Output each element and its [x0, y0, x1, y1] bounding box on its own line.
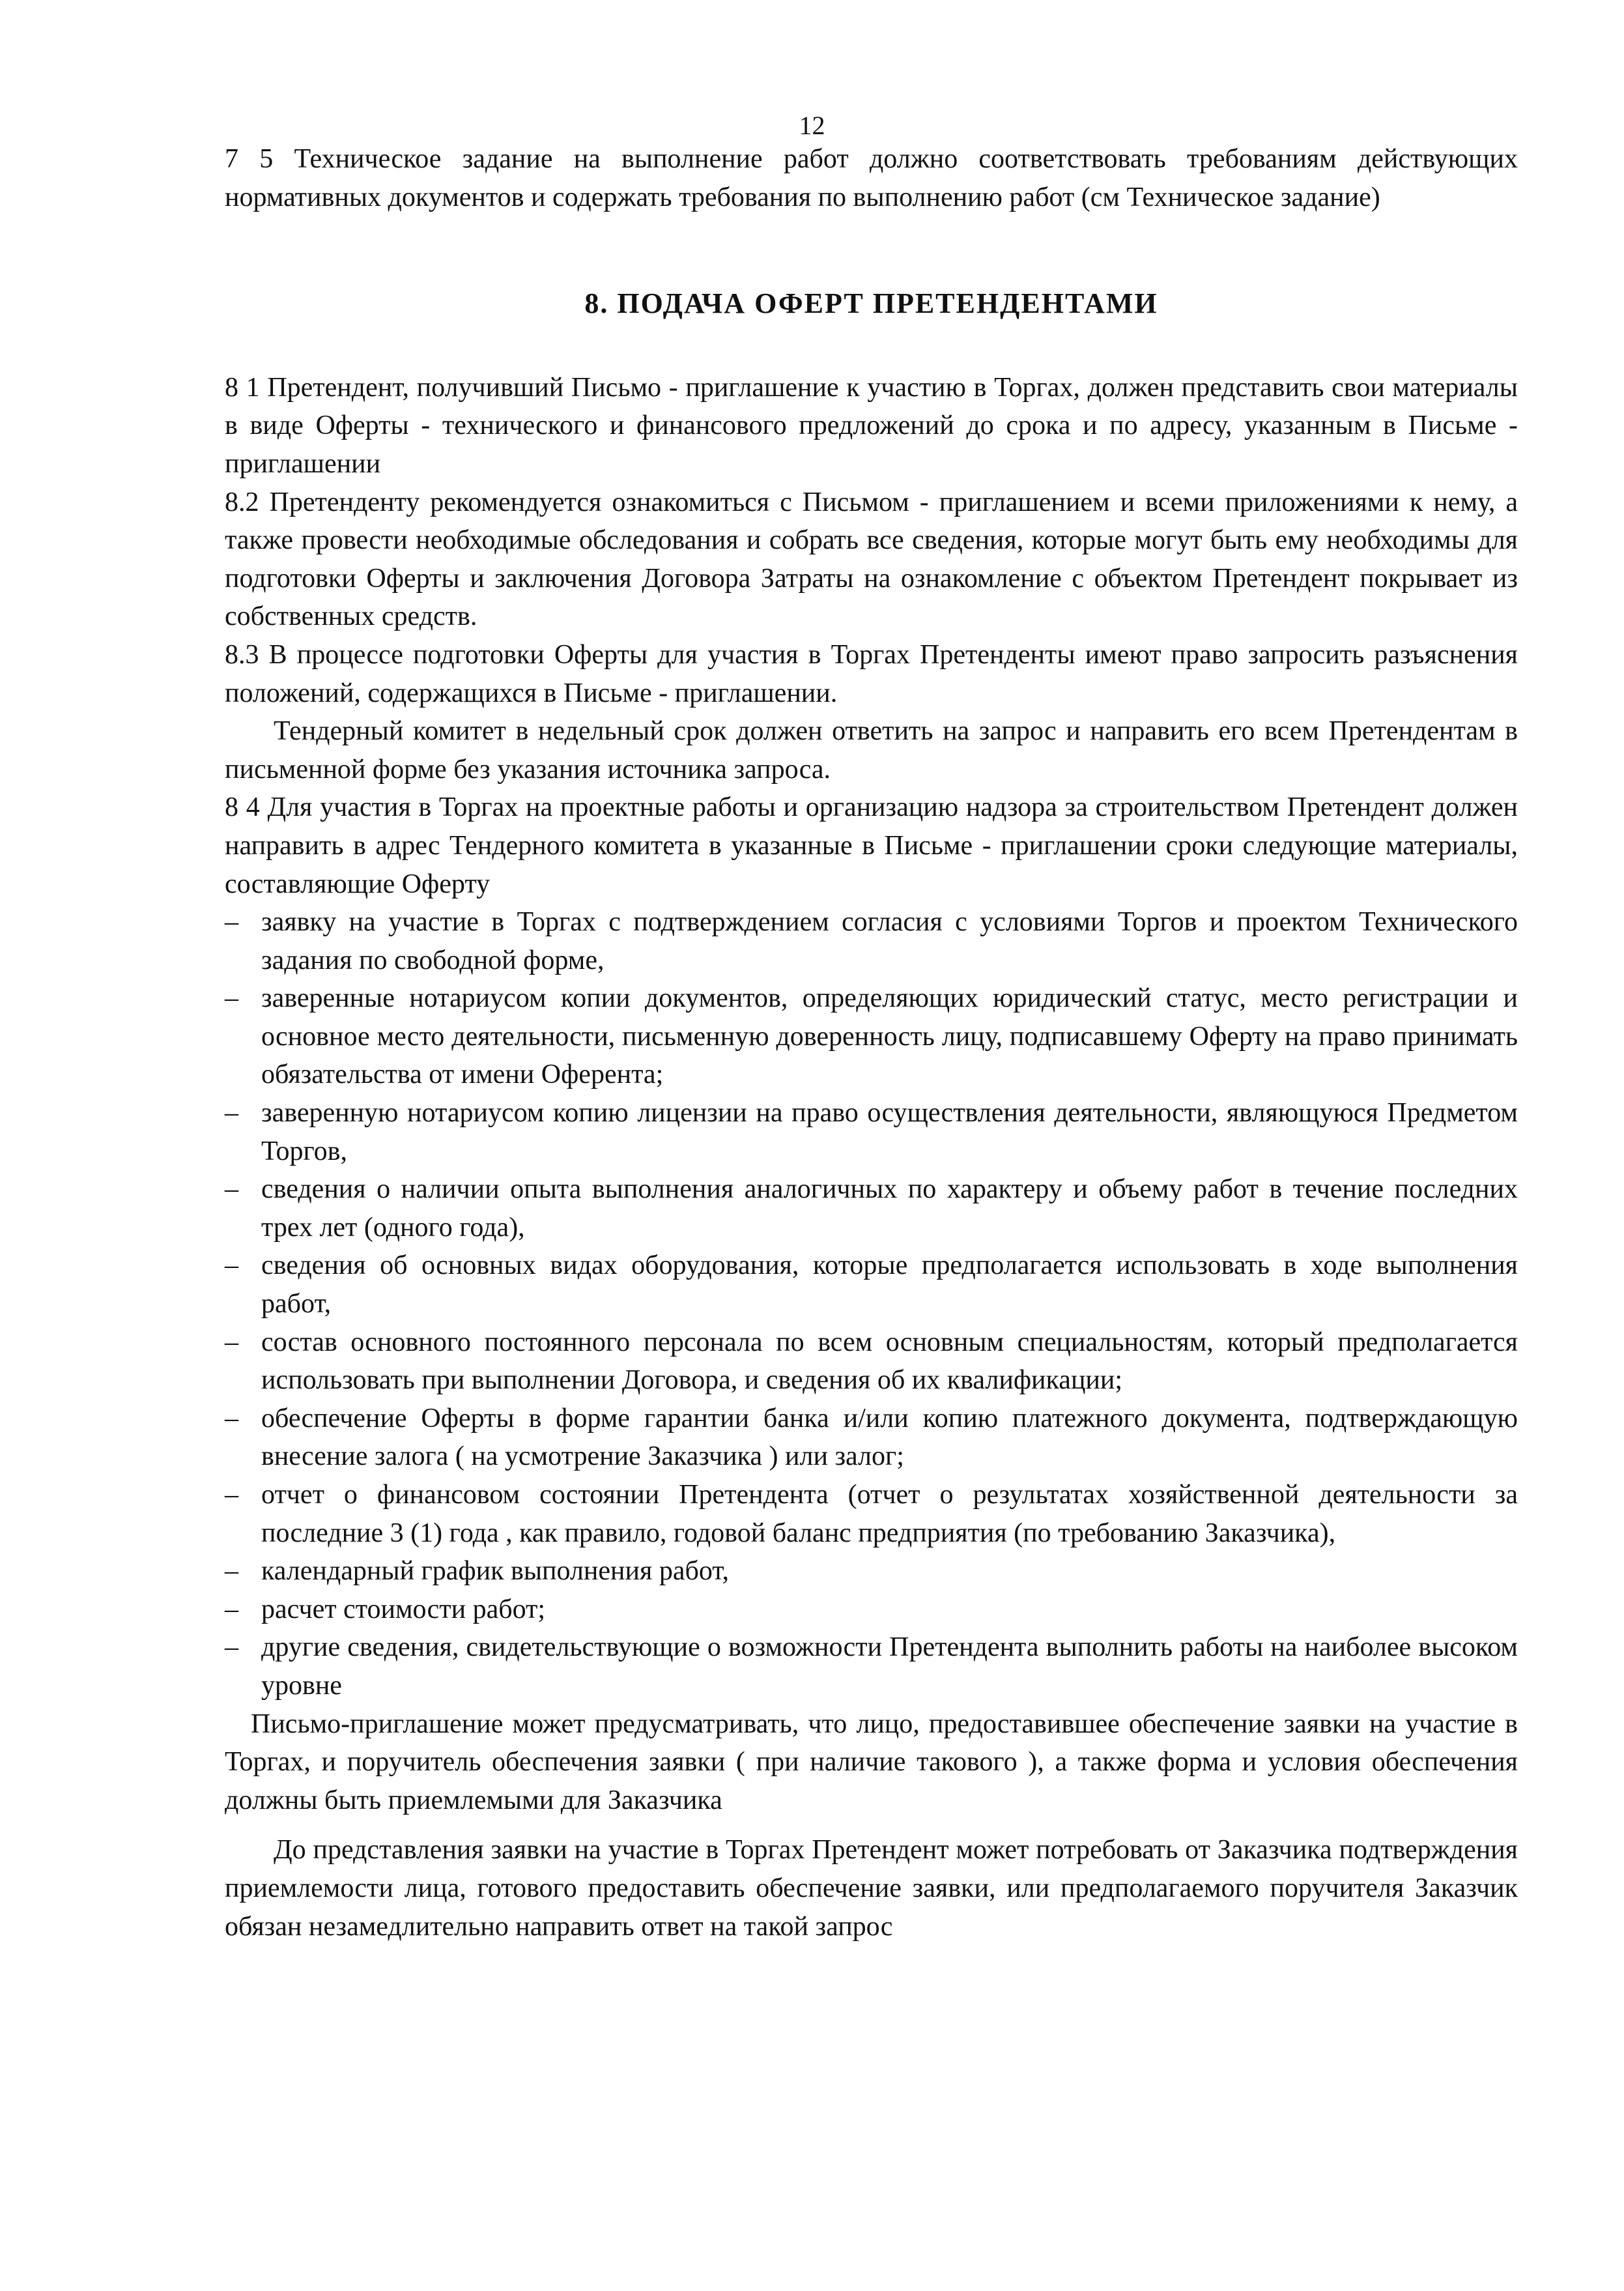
list-item-text: расчет стоимости работ;	[261, 1594, 546, 1624]
list-item-text: заявку на участие в Торгах с подтверждением согласия с условиями Торгов и проектом Технического задания по свободной форме,	[261, 907, 1518, 975]
list-item	[225, 1591, 1518, 1629]
dash-marker: –	[225, 1327, 238, 1357]
dash-marker: –	[225, 1632, 238, 1663]
requirements-list	[225, 903, 1518, 1705]
list-item-text: сведения об основных видах оборудования, которые предполагается использовать в ходе выполнения работ,	[261, 1250, 1518, 1319]
dash-marker: –	[225, 907, 238, 938]
dash-marker: –	[225, 1480, 238, 1510]
list-item	[225, 1476, 1518, 1552]
list-item	[225, 1400, 1518, 1476]
dash-marker: –	[225, 1174, 238, 1205]
list-item	[225, 1323, 1518, 1400]
paragraph-8-3-continued: Тендерный комитет в недельный срок должен ответить на запрос и направить его всем Претендентам в письменной форме без указания источника запроса.	[225, 716, 1518, 785]
paragraph-letter-invitation: Письмо-приглашение может предусматривать, что лицо, предоставившее обеспечение заявки на участие в Торгах, и поручитель обеспечения заявки ( при наличие такового ), а также форма и условия обеспечения должны быть приемлемыми для Заказчика	[225, 1708, 1518, 1815]
paragraph-8-4: 8 4 Для участия в Торгах на проектные работы и организацию надзора за строительством Претендент должен направить в адрес Тендерного комитета в указанные в Письме - приглашении сроки следующие материалы, составляющие Оферту	[225, 792, 1518, 899]
paragraph-before-submission: До представления заявки на участие в Торгах Претендент может потребовать от Заказчика подтверждения приемлемости лица, готового предоставить обеспечение заявки, или предполагаемого поручителя Заказчик обязан незамедлительно направить ответ на такой запрос	[225, 1835, 1518, 1942]
dash-marker: –	[225, 983, 238, 1014]
dash-marker: –	[225, 1250, 238, 1281]
list-item	[225, 979, 1518, 1094]
list-item-text: заверенную нотариусом копию лицензии на право осуществления деятельности, являющуюся Предметом Торгов,	[261, 1098, 1518, 1166]
paragraph-8-1: 8 1 Претендент, получивший Письмо - приглашение к участию в Торгах, должен представить свои материалы в виде Оферты - технического и финансового предложений до срока и по адресу, указанным в Письме - приглашении	[225, 372, 1518, 479]
paragraph-7-5: 7 5 Техническое задание на выполнение работ должно соответствовать требованиям действующих нормативных документов и содержать требования по выполнению работ (см Техническое задание)	[225, 144, 1518, 212]
list-item	[225, 1170, 1518, 1246]
list-item	[225, 1552, 1518, 1591]
dash-marker: –	[225, 1403, 238, 1434]
list-item-text: календарный график выполнения работ,	[261, 1556, 729, 1587]
document-body	[225, 140, 1518, 1946]
page-number: 12	[799, 111, 825, 140]
paragraph-8-2: 8.2 Претенденту рекомендуется ознакомиться с Письмом - приглашением и всеми приложениями к нему, а также провести необходимые обследования и собрать все сведения, которые могут быть ему необходимы для подготовки Оферты и заключения Договора Затраты на ознакомление с объектом Претендент покрывает из собственных средств.	[225, 487, 1518, 632]
list-item-text: отчет о финансовом состоянии Претендента (отчет о результатах хозяйственной деятельности за последние 3 (1) года , как правило, годовой баланс предприятия (по требованию Заказчика),	[261, 1480, 1518, 1548]
list-item	[225, 903, 1518, 979]
list-item	[225, 1628, 1518, 1705]
dash-marker: –	[225, 1556, 238, 1587]
list-item-text: сведения о наличии опыта выполнения аналогичных по характеру и объему работ в течение последних трех лет (одного года),	[261, 1174, 1518, 1243]
paragraph-8-3: 8.3 В процессе подготовки Оферты для участия в Торгах Претенденты имеют право запросить разъяснения положений, содержащихся в Письме - приглашении.	[225, 639, 1518, 708]
list-item	[225, 1246, 1518, 1323]
list-item-text: другие сведения, свидетельствующие о возможности Претендента выполнить работы на наиболее высоком уровне	[261, 1632, 1518, 1701]
list-item	[225, 1094, 1518, 1170]
dash-marker: –	[225, 1098, 238, 1129]
section-heading: 8. ПОДАЧА ОФЕРТ ПРЕТЕНДЕНТАМИ	[584, 287, 1158, 320]
list-item-text: обеспечение Оферты в форме гарантии банка и/или копию платежного документа, подтверждающую внесение залога ( на усмотрение Заказчика ) или залог;	[261, 1403, 1518, 1472]
list-item-text: состав основного постоянного персонала по всем основным специальностям, который предполагается использовать при выполнении Договора, и сведения об их квалификации;	[261, 1327, 1518, 1396]
list-item-text: заверенные нотариусом копии документов, определяющих юридический статус, место регистрации и основное место деятельности, письменную доверенность лицу, подписавшему Оферту на право принимать обязательства от имени Оферента;	[261, 983, 1518, 1090]
dash-marker: –	[225, 1594, 238, 1624]
